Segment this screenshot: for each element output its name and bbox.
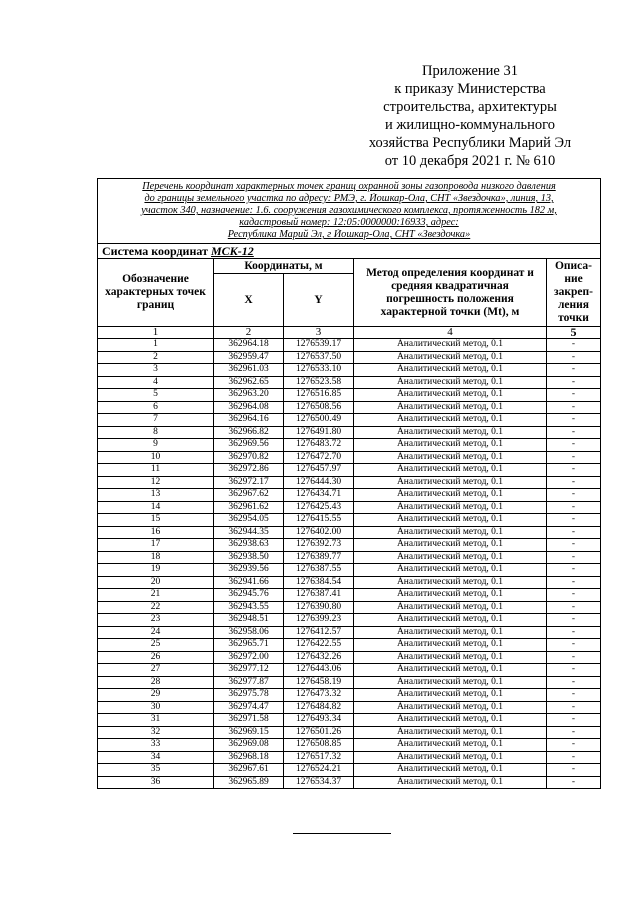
point-number-cell: 24 bbox=[98, 626, 214, 639]
method-cell: Аналитический метод, 0.1 bbox=[354, 514, 547, 527]
y-cell: 1276473.32 bbox=[284, 689, 354, 702]
point-number-cell: 19 bbox=[98, 564, 214, 577]
y-cell: 1276389.77 bbox=[284, 551, 354, 564]
method-cell: Аналитический метод, 0.1 bbox=[354, 764, 547, 777]
table-row bbox=[98, 451, 601, 464]
x-cell: 362938.50 bbox=[214, 551, 284, 564]
point-number-cell: 31 bbox=[98, 714, 214, 727]
footer-divider bbox=[293, 833, 391, 834]
point-number-cell: 33 bbox=[98, 739, 214, 752]
y-cell: 1276500.49 bbox=[284, 414, 354, 427]
x-cell: 362972.00 bbox=[214, 651, 284, 664]
x-cell: 362969.08 bbox=[214, 739, 284, 752]
table-row bbox=[98, 701, 601, 714]
method-cell: Аналитический метод, 0.1 bbox=[354, 414, 547, 427]
column-numbers-row bbox=[98, 327, 601, 339]
y-cell: 1276524.21 bbox=[284, 764, 354, 777]
x-cell: 362969.15 bbox=[214, 726, 284, 739]
header-description: Описа-ние закреп-ления точки bbox=[547, 259, 601, 327]
description-cell: - bbox=[547, 501, 601, 514]
description-cell: - bbox=[547, 639, 601, 652]
x-cell: 362966.82 bbox=[214, 426, 284, 439]
table-row bbox=[98, 689, 601, 702]
point-number-cell: 25 bbox=[98, 639, 214, 652]
header-line: от 10 декабря 2021 г. № 610 bbox=[384, 153, 556, 169]
y-cell: 1276443.06 bbox=[284, 664, 354, 677]
point-number-cell: 9 bbox=[98, 439, 214, 452]
y-cell: 1276432.26 bbox=[284, 651, 354, 664]
point-number-cell: 36 bbox=[98, 776, 214, 789]
description-cell: - bbox=[547, 714, 601, 727]
table-row bbox=[98, 664, 601, 677]
y-cell: 1276422.55 bbox=[284, 639, 354, 652]
appendix-header bbox=[330, 62, 610, 170]
x-cell: 362977.87 bbox=[214, 676, 284, 689]
method-cell: Аналитический метод, 0.1 bbox=[354, 439, 547, 452]
table-row bbox=[98, 489, 601, 502]
coordinate-system-value: МСК-12 bbox=[210, 244, 254, 258]
table-row bbox=[98, 439, 601, 452]
y-cell: 1276508.85 bbox=[284, 739, 354, 752]
column-number: 1 bbox=[98, 327, 214, 339]
coordinates-table bbox=[97, 178, 601, 789]
description-cell: - bbox=[547, 651, 601, 664]
header-line: к приказу Министерства bbox=[394, 81, 546, 97]
method-cell: Аналитический метод, 0.1 bbox=[354, 689, 547, 702]
y-cell: 1276484.82 bbox=[284, 701, 354, 714]
table-row bbox=[98, 589, 601, 602]
description-cell: - bbox=[547, 664, 601, 677]
x-cell: 362963.20 bbox=[214, 389, 284, 402]
title-line: участок 340, назначение: 1.6. сооружения газохимического комплекса, протяженность 182 м, bbox=[141, 205, 557, 216]
method-cell: Аналитический метод, 0.1 bbox=[354, 676, 547, 689]
y-cell: 1276516.85 bbox=[284, 389, 354, 402]
description-cell: - bbox=[547, 339, 601, 352]
table-row bbox=[98, 526, 601, 539]
x-cell: 362972.17 bbox=[214, 476, 284, 489]
point-number-cell: 22 bbox=[98, 601, 214, 614]
y-cell: 1276399.23 bbox=[284, 614, 354, 627]
description-cell: - bbox=[547, 589, 601, 602]
y-cell: 1276444.30 bbox=[284, 476, 354, 489]
method-cell: Аналитический метод, 0.1 bbox=[354, 401, 547, 414]
description-cell: - bbox=[547, 376, 601, 389]
point-number-cell: 6 bbox=[98, 401, 214, 414]
header-method: Метод определения координат и средняя квадратичная погрешность положения характерной точки (Mt), м bbox=[354, 259, 547, 327]
table-row bbox=[98, 751, 601, 764]
table-row bbox=[98, 514, 601, 527]
point-number-cell: 20 bbox=[98, 576, 214, 589]
x-cell: 362945.76 bbox=[214, 589, 284, 602]
description-cell: - bbox=[547, 514, 601, 527]
point-number-cell: 2 bbox=[98, 351, 214, 364]
method-cell: Аналитический метод, 0.1 bbox=[354, 376, 547, 389]
point-number-cell: 17 bbox=[98, 539, 214, 552]
point-number-cell: 26 bbox=[98, 651, 214, 664]
x-cell: 362961.62 bbox=[214, 501, 284, 514]
description-cell: - bbox=[547, 689, 601, 702]
method-cell: Аналитический метод, 0.1 bbox=[354, 551, 547, 564]
x-cell: 362941.66 bbox=[214, 576, 284, 589]
method-cell: Аналитический метод, 0.1 bbox=[354, 389, 547, 402]
y-cell: 1276517.32 bbox=[284, 751, 354, 764]
table-row bbox=[98, 676, 601, 689]
column-number: 3 bbox=[284, 327, 354, 339]
point-number-cell: 13 bbox=[98, 489, 214, 502]
table-row bbox=[98, 376, 601, 389]
y-cell: 1276491.80 bbox=[284, 426, 354, 439]
y-cell: 1276412.57 bbox=[284, 626, 354, 639]
point-number-cell: 18 bbox=[98, 551, 214, 564]
method-cell: Аналитический метод, 0.1 bbox=[354, 626, 547, 639]
description-cell: - bbox=[547, 626, 601, 639]
point-number-cell: 30 bbox=[98, 701, 214, 714]
method-cell: Аналитический метод, 0.1 bbox=[354, 726, 547, 739]
table-row bbox=[98, 576, 601, 589]
point-number-cell: 1 bbox=[98, 339, 214, 352]
point-number-cell: 3 bbox=[98, 364, 214, 377]
table-row bbox=[98, 389, 601, 402]
method-cell: Аналитический метод, 0.1 bbox=[354, 451, 547, 464]
point-number-cell: 32 bbox=[98, 726, 214, 739]
header-line: Приложение 31 bbox=[422, 63, 518, 79]
y-cell: 1276384.54 bbox=[284, 576, 354, 589]
x-cell: 362968.18 bbox=[214, 751, 284, 764]
description-cell: - bbox=[547, 414, 601, 427]
description-cell: - bbox=[547, 726, 601, 739]
x-cell: 362959.47 bbox=[214, 351, 284, 364]
method-cell: Аналитический метод, 0.1 bbox=[354, 476, 547, 489]
method-cell: Аналитический метод, 0.1 bbox=[354, 539, 547, 552]
table-row bbox=[98, 764, 601, 777]
point-number-cell: 21 bbox=[98, 589, 214, 602]
x-cell: 362977.12 bbox=[214, 664, 284, 677]
method-cell: Аналитический метод, 0.1 bbox=[354, 601, 547, 614]
method-cell: Аналитический метод, 0.1 bbox=[354, 576, 547, 589]
table-row bbox=[98, 339, 601, 352]
point-number-cell: 5 bbox=[98, 389, 214, 402]
y-cell: 1276458.19 bbox=[284, 676, 354, 689]
method-cell: Аналитический метод, 0.1 bbox=[354, 501, 547, 514]
description-cell: - bbox=[547, 601, 601, 614]
table-row bbox=[98, 739, 601, 752]
description-cell: - bbox=[547, 614, 601, 627]
y-cell: 1276415.55 bbox=[284, 514, 354, 527]
y-cell: 1276390.80 bbox=[284, 601, 354, 614]
description-cell: - bbox=[547, 401, 601, 414]
description-cell: - bbox=[547, 539, 601, 552]
point-number-cell: 23 bbox=[98, 614, 214, 627]
y-cell: 1276537.50 bbox=[284, 351, 354, 364]
y-cell: 1276457.97 bbox=[284, 464, 354, 477]
description-cell: - bbox=[547, 676, 601, 689]
y-cell: 1276508.56 bbox=[284, 401, 354, 414]
table-row bbox=[98, 564, 601, 577]
title-line: Республика Марий Эл, г Йошкар-Ола, СНТ «Звездочка» bbox=[227, 229, 471, 240]
point-number-cell: 35 bbox=[98, 764, 214, 777]
point-number-cell: 14 bbox=[98, 501, 214, 514]
y-cell: 1276523.58 bbox=[284, 376, 354, 389]
header-line: строительства, архитектуры bbox=[383, 99, 557, 115]
point-number-cell: 27 bbox=[98, 664, 214, 677]
point-number-cell: 29 bbox=[98, 689, 214, 702]
y-cell: 1276387.41 bbox=[284, 589, 354, 602]
table-row bbox=[98, 651, 601, 664]
coordinate-system-label: Система координат bbox=[102, 244, 208, 258]
description-cell: - bbox=[547, 764, 601, 777]
header-y: Y bbox=[284, 274, 354, 327]
x-cell: 362964.08 bbox=[214, 401, 284, 414]
table-row bbox=[98, 776, 601, 789]
x-cell: 362948.51 bbox=[214, 614, 284, 627]
method-cell: Аналитический метод, 0.1 bbox=[354, 751, 547, 764]
table-row bbox=[98, 714, 601, 727]
y-cell: 1276387.55 bbox=[284, 564, 354, 577]
method-cell: Аналитический метод, 0.1 bbox=[354, 664, 547, 677]
x-cell: 362969.56 bbox=[214, 439, 284, 452]
description-cell: - bbox=[547, 701, 601, 714]
table-row bbox=[98, 476, 601, 489]
x-cell: 362961.03 bbox=[214, 364, 284, 377]
method-cell: Аналитический метод, 0.1 bbox=[354, 714, 547, 727]
y-cell: 1276534.37 bbox=[284, 776, 354, 789]
description-cell: - bbox=[547, 489, 601, 502]
y-cell: 1276493.34 bbox=[284, 714, 354, 727]
y-cell: 1276472.70 bbox=[284, 451, 354, 464]
table-row bbox=[98, 626, 601, 639]
y-cell: 1276434.71 bbox=[284, 489, 354, 502]
table-row bbox=[98, 539, 601, 552]
header-x: X bbox=[214, 274, 284, 327]
table-row bbox=[98, 601, 601, 614]
method-cell: Аналитический метод, 0.1 bbox=[354, 489, 547, 502]
method-cell: Аналитический метод, 0.1 bbox=[354, 701, 547, 714]
point-number-cell: 11 bbox=[98, 464, 214, 477]
description-cell: - bbox=[547, 464, 601, 477]
description-cell: - bbox=[547, 551, 601, 564]
title-line: до границы земельного участка по адресу: РМЭ, г. Йошкар-Ола, СНТ «Звездочка», линия, 13, bbox=[144, 193, 554, 204]
x-cell: 362964.16 bbox=[214, 414, 284, 427]
x-cell: 362967.61 bbox=[214, 764, 284, 777]
table-row bbox=[98, 426, 601, 439]
description-cell: - bbox=[547, 751, 601, 764]
x-cell: 362962.65 bbox=[214, 376, 284, 389]
point-number-cell: 4 bbox=[98, 376, 214, 389]
method-cell: Аналитический метод, 0.1 bbox=[354, 339, 547, 352]
title-line: Перечень координат характерных точек границ охранной зоны газопровода низкого давления bbox=[142, 181, 556, 192]
header-line: и жилищно-коммунального bbox=[384, 117, 556, 133]
table-row bbox=[98, 464, 601, 477]
description-cell: - bbox=[547, 476, 601, 489]
x-cell: 362965.71 bbox=[214, 639, 284, 652]
y-cell: 1276533.10 bbox=[284, 364, 354, 377]
point-number-cell: 15 bbox=[98, 514, 214, 527]
method-cell: Аналитический метод, 0.1 bbox=[354, 639, 547, 652]
column-number: 5 bbox=[547, 327, 601, 339]
method-cell: Аналитический метод, 0.1 bbox=[354, 364, 547, 377]
column-number: 2 bbox=[214, 327, 284, 339]
table-row bbox=[98, 551, 601, 564]
x-cell: 362954.05 bbox=[214, 514, 284, 527]
description-cell: - bbox=[547, 389, 601, 402]
table-row bbox=[98, 639, 601, 652]
method-cell: Аналитический метод, 0.1 bbox=[354, 651, 547, 664]
method-cell: Аналитический метод, 0.1 bbox=[354, 776, 547, 789]
description-cell: - bbox=[547, 351, 601, 364]
x-cell: 362970.82 bbox=[214, 451, 284, 464]
description-cell: - bbox=[547, 439, 601, 452]
table-title bbox=[98, 179, 601, 244]
coordinate-system bbox=[98, 244, 601, 259]
method-cell: Аналитический метод, 0.1 bbox=[354, 739, 547, 752]
x-cell: 362965.89 bbox=[214, 776, 284, 789]
point-number-cell: 28 bbox=[98, 676, 214, 689]
table-row bbox=[98, 401, 601, 414]
y-cell: 1276402.00 bbox=[284, 526, 354, 539]
x-cell: 362938.63 bbox=[214, 539, 284, 552]
description-cell: - bbox=[547, 451, 601, 464]
y-cell: 1276392.73 bbox=[284, 539, 354, 552]
description-cell: - bbox=[547, 526, 601, 539]
x-cell: 362944.35 bbox=[214, 526, 284, 539]
y-cell: 1276425.43 bbox=[284, 501, 354, 514]
x-cell: 362971.58 bbox=[214, 714, 284, 727]
y-cell: 1276539.17 bbox=[284, 339, 354, 352]
point-number-cell: 8 bbox=[98, 426, 214, 439]
x-cell: 362939.56 bbox=[214, 564, 284, 577]
table-row bbox=[98, 614, 601, 627]
table-row bbox=[98, 414, 601, 427]
header-coordinates: Координаты, м bbox=[214, 259, 354, 274]
point-number-cell: 16 bbox=[98, 526, 214, 539]
point-number-cell: 12 bbox=[98, 476, 214, 489]
x-cell: 362943.55 bbox=[214, 601, 284, 614]
description-cell: - bbox=[547, 364, 601, 377]
table-row bbox=[98, 351, 601, 364]
x-cell: 362964.18 bbox=[214, 339, 284, 352]
description-cell: - bbox=[547, 426, 601, 439]
table-row bbox=[98, 501, 601, 514]
y-cell: 1276483.72 bbox=[284, 439, 354, 452]
column-number: 4 bbox=[354, 327, 547, 339]
method-cell: Аналитический метод, 0.1 bbox=[354, 351, 547, 364]
table-row bbox=[98, 364, 601, 377]
header-designation: Обозначение характерных точек границ bbox=[98, 259, 214, 327]
x-cell: 362974.47 bbox=[214, 701, 284, 714]
description-cell: - bbox=[547, 739, 601, 752]
description-cell: - bbox=[547, 564, 601, 577]
title-line: кадастровый номер: 12:05:0000000:16933, адрес: bbox=[239, 217, 459, 228]
method-cell: Аналитический метод, 0.1 bbox=[354, 526, 547, 539]
method-cell: Аналитический метод, 0.1 bbox=[354, 614, 547, 627]
point-number-cell: 7 bbox=[98, 414, 214, 427]
header-line: хозяйства Республики Марий Эл bbox=[368, 135, 572, 151]
y-cell: 1276501.26 bbox=[284, 726, 354, 739]
x-cell: 362972.86 bbox=[214, 464, 284, 477]
x-cell: 362975.78 bbox=[214, 689, 284, 702]
table-row bbox=[98, 726, 601, 739]
method-cell: Аналитический метод, 0.1 bbox=[354, 464, 547, 477]
description-cell: - bbox=[547, 776, 601, 789]
description-cell: - bbox=[547, 576, 601, 589]
method-cell: Аналитический метод, 0.1 bbox=[354, 589, 547, 602]
x-cell: 362958.06 bbox=[214, 626, 284, 639]
method-cell: Аналитический метод, 0.1 bbox=[354, 564, 547, 577]
method-cell: Аналитический метод, 0.1 bbox=[354, 426, 547, 439]
point-number-cell: 10 bbox=[98, 451, 214, 464]
point-number-cell: 34 bbox=[98, 751, 214, 764]
x-cell: 362967.62 bbox=[214, 489, 284, 502]
